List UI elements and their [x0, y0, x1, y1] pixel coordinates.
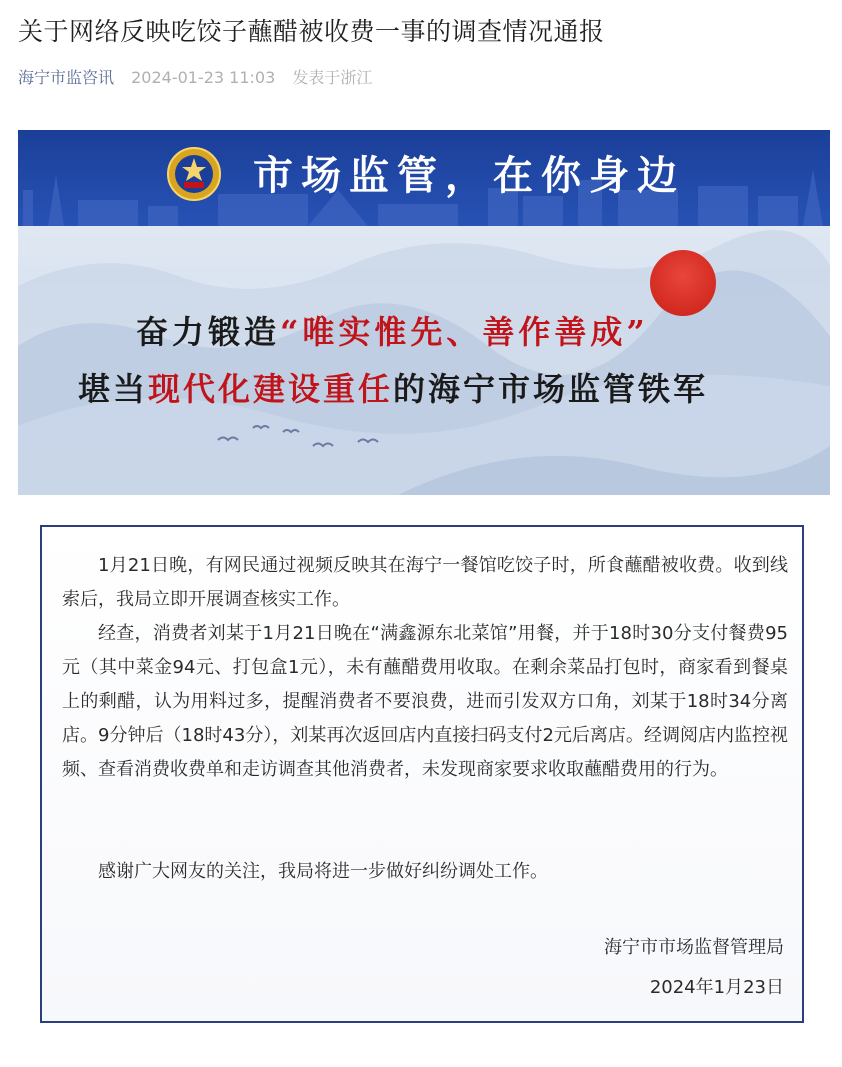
notice-paragraph-1: 1月21日晚，有网民通过视频反映其在海宁一餐馆吃饺子时，所食蘸醋被收费。收到线索后，我局立即开展调查核实工作。: [62, 555, 788, 610]
birds-decoration: [213, 420, 393, 460]
police-badge-icon: [166, 146, 222, 202]
header-banner-image: [18, 130, 830, 495]
issue-date: 2024年1月23日: [649, 977, 784, 998]
line1-quote: “唯实惟先、善作善成”: [280, 313, 649, 351]
notice-box: [40, 525, 804, 1023]
banner-headline-line1: [136, 310, 649, 354]
line2-prefix: 堪当: [78, 370, 149, 408]
red-sun: [650, 250, 716, 316]
article-meta: [18, 66, 372, 90]
notice-paragraph-2: 经查，消费者刘某于1月21日晚在“满鑫源东北菜馆”用餐，并于18时30分支付餐费95元（其中菜金94元、打包盒1元），未有蘸醋费用收取。在剩余菜品打包时，商家看到餐桌上的剩醋，认为用料过多，提醒消费者不要浪费，进而引发双方口角，刘某于18时34分离店。9分钟后（18时43分），刘某再次返回店内直接扫码支付2元后离店。经调阅店内监控视频、查看消费收费单和走访调查其他消费者，未发现商家要求收取蘸醋费用的行为。: [62, 623, 788, 780]
banner-slogan: 市场监管，在你身边: [253, 152, 685, 199]
notice-paragraph-3: 感谢广大网友的关注，我局将进一步做好纠纷调处工作。: [98, 861, 548, 882]
line2-suffix: 的海宁市场监管铁军: [393, 370, 709, 408]
line2-highlight: 现代化建设重任: [148, 370, 394, 408]
account-name-link[interactable]: 海宁市监咨讯: [18, 68, 115, 87]
issuing-organization: 海宁市市场监督管理局: [604, 937, 784, 958]
line1-prefix: 奋力锻造: [136, 313, 281, 351]
article-title: 关于网络反映吃饺子蘸醋被收费一事的调查情况通报: [18, 17, 605, 46]
publish-location: 发表于浙江: [292, 68, 373, 87]
publish-datetime: 2024-01-23 11:03: [131, 68, 276, 87]
banner-headline-line2: [78, 367, 708, 411]
